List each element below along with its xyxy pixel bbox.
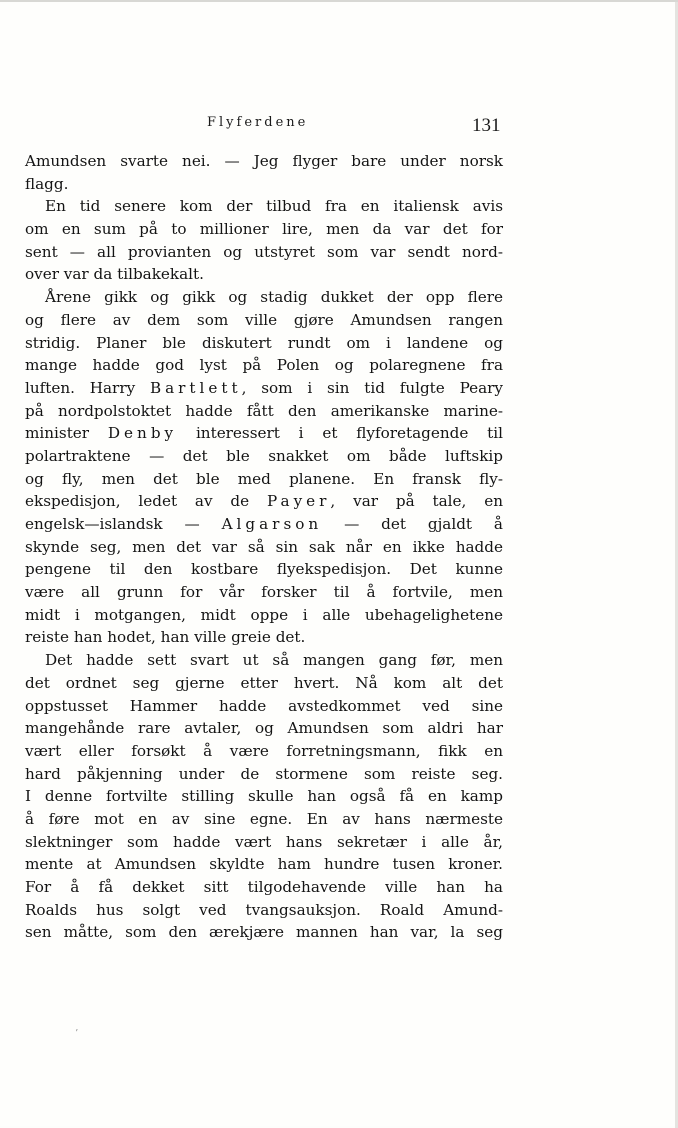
text-line: polartraktene — det ble snakket om både luftskip xyxy=(25,446,503,465)
person-name: Algarson xyxy=(221,515,323,533)
text-line xyxy=(25,490,503,513)
print-speck: ʼ xyxy=(75,1029,78,1039)
body-text xyxy=(25,150,503,944)
text-span: minister xyxy=(25,424,108,443)
text-line: om en sum på to millioner lire, men da var det for xyxy=(25,220,503,239)
text-span: , som i sin tid fulgte Peary xyxy=(241,378,503,397)
person-name: Denby xyxy=(107,424,178,443)
text-line: midt i motgangen, midt oppe i alle ubehagelighetene xyxy=(25,605,503,624)
text-line: Roalds hus solgt ved tvangsauksjon. Roald Amund- xyxy=(25,900,503,919)
text-line: mange hadde god lyst på Polen og polaregnene fra xyxy=(25,356,503,375)
text-line xyxy=(25,513,503,536)
text-line: slektninger som hadde vært hans sekretær i alle år, xyxy=(25,832,503,851)
text-line: En tid senere kom der tilbud fra en italiensk avis xyxy=(45,197,503,216)
text-line: Årene gikk og gikk og stadig dukket der opp flere xyxy=(45,288,503,307)
text-line: oppstusset Hammer hadde avstedkommet ved sine xyxy=(25,696,503,715)
text-line: hard påkjenning under de stormene som reiste seg. xyxy=(25,764,503,783)
text-line xyxy=(25,377,503,400)
page-number: 131 xyxy=(472,115,501,136)
text-span: luften. Harry xyxy=(25,378,150,397)
text-line: stridig. Planer ble diskutert rundt om i landene og xyxy=(25,333,503,352)
text-span: — det gjaldt å xyxy=(322,515,503,533)
text-line: være all grunn for vår forsker til å fortvile, men xyxy=(25,583,503,602)
text-span: engelsk—islandsk — xyxy=(25,515,222,533)
text-line: flagg. xyxy=(25,174,69,193)
text-span: interessert i et flyforetagende til xyxy=(177,424,504,443)
text-line: sen måtte, som den ærekjære mannen han var, la seg xyxy=(25,923,503,942)
person-name: Payer xyxy=(267,492,331,511)
text-line: det ordnet seg gjerne etter hvert. Nå kom alt det xyxy=(25,673,503,692)
text-line: Det hadde sett svart ut så mangen gang før, men xyxy=(45,651,503,670)
text-line: Amundsen svarte nei. — Jeg flyger bare under norsk xyxy=(25,152,503,170)
text-line: pengene til den kostbare flyekspedisjon. Det kunne xyxy=(25,560,503,579)
text-line: å føre mot en av sine egne. En av hans nærmeste xyxy=(25,809,503,828)
text-line: reiste han hodet, han ville greie det. xyxy=(25,628,306,647)
person-name: Bartlett xyxy=(149,378,242,397)
text-line: og flere av dem som ville gjøre Amundsen rangen xyxy=(25,310,503,329)
text-line: på nordpolstoktet hadde fått den amerikanske marine- xyxy=(25,401,503,420)
text-line: mangehånde rare avtaler, og Amundsen som aldri har xyxy=(25,719,503,738)
text-line: mente at Amundsen skyldte ham hundre tusen kroner. xyxy=(25,855,503,874)
text-line: og fly, men det ble med planene. En fransk fly- xyxy=(25,469,503,488)
text-span: ekspedisjon, ledet av de xyxy=(25,492,267,511)
running-title: Flyferdene xyxy=(207,115,309,130)
text-line: I denne fortvilte stilling skulle han også få en kamp xyxy=(25,787,503,806)
text-line: sent — all provianten og utstyret som var sendt nord- xyxy=(25,242,503,261)
text-line: skynde seg, men det var så sin sak når en ikke hadde xyxy=(25,537,503,556)
text-span: , var på tale, en xyxy=(330,492,503,511)
text-line: vært eller forsøkt å være forretningsmann, fikk en xyxy=(25,741,503,760)
text-line: For å få dekket sitt tilgodehavende ville han ha xyxy=(25,878,503,896)
text-line: over var da tilbakekalt. xyxy=(25,265,204,284)
text-line xyxy=(25,422,503,445)
